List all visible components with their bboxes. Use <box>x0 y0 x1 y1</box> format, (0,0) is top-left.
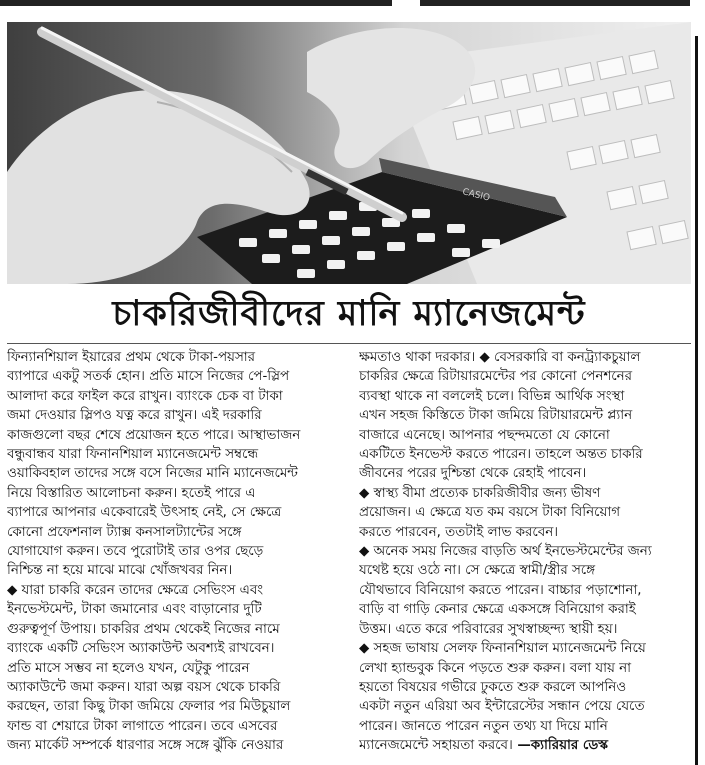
calculator-brand: CASIO <box>461 187 491 204</box>
article-paragraph: ◆ যারা চাকরি করেন তাদের ক্ষেত্রে সেভিংস এবং ইনভেস্টমেন্ট, টাকা জমানোর এবং বাড়ানোর দুটি গুরুত্বপূর্ণ উপায়। চাকরির প্রথম থেকেই নিজের নামে ব্যাংকে একটি সেভিংস অ্যাকাউন্ট অবশ্যই রাখবেন। প্রতি মাসে সম্ভব না হলেও যখন, যেটুকু পারেন অ্যাকাউন্টে জমা করুন। যারা অল্প বয়স থেকে চাকরি করছেন, তারা কিছু টাকা জমিয়ে ফেলার পর মিউচুয়াল ফান্ড বা শেয়ারে টাকা লাগাতে পারেন। তবে এসবের জন্য মার্কেট সম্পর্কে ধারণার সঙ্গে সঙ্গে ঝুঁকি নেওয়ার <box>7 582 291 754</box>
article-column-left <box>7 348 340 762</box>
top-rule-left <box>0 0 392 6</box>
article-byline: —ক্যারিয়ার ডেস্ক <box>512 738 608 754</box>
article-headline: চাকরিজীবীদের মানি ম্যানেজমেন্ট <box>112 294 586 334</box>
article-column-right <box>359 348 692 762</box>
article-paragraph: ◆ স্বাস্থ্য বীমা প্রত্যেক চাকরিজীবীর জন্য ভীষণ প্রয়োজন। এ ক্ষেত্রে যত কম বয়সে টাকা বিনিয়োগ করতে পারবেন, ততটাই লাভ করবেন। <box>359 485 620 540</box>
article-paragraph: ফিন্যানশিয়াল ইয়ারের প্রথম থেকে টাকা-পয়সার ব্যাপারে একটু সতর্ক হোন। প্রতি মাসে নিজের পে-স্লিপ আলাদা করে ফাইল করে রাখুন। ব্যাংকে চেক বা টাকা জমা দেওয়ার স্লিপও যত্ন করে রাখুন। এই দরকারি কাজগুলো বছর শেষে প্রয়োজন হতে পারে। আস্থাভাজন বন্ধুবান্ধব যারা ফিনানশিয়াল ম্যানেজমেন্ট সম্বন্ধে ওয়াকিবহাল তাদের সঙ্গে বসে নিজের মানি ম্যানেজমেন্ট নিয়ে বিস্তারিত আলোচনা করুন। হতেই পারে এ ব্যাপারে আপনার একেবারেই উৎসাহ নেই, সে ক্ষেত্রে কোনো প্রফেশনাল ট্যাক্স কনসালট্যান্টের সঙ্গে যোগাযোগ করুন। তবে পুরোটাই তার ওপর ছেড়ে নিশ্চিন্ত না হয়ে মাঝে মাঝে খোঁজখবর নিন। <box>7 350 301 579</box>
article-paragraph: ◆ অনেক সময় নিজের বাড়তি অর্থ ইনভেস্টমেন্টের জন্য যথেষ্ট হয়ে ওঠে না। সে ক্ষেত্রে স্বামী/স্ত্রীর সঙ্গে যৌথভাবে বিনিয়োগ করতে পারেন। বাচ্চার পড়াশোনা, বাড়ি বা গাড়ি কেনার ক্ষেত্রে একসঙ্গে বিনিয়োগ করাই উত্তম। এতে করে পরিবারের সুখস্বাচ্ছন্দ্য স্থায়ী হয়। <box>359 544 652 637</box>
calculator-pen-photo-icon <box>7 22 691 284</box>
article-paragraph <box>359 639 692 755</box>
top-rule-right <box>420 0 690 6</box>
photo-illustration <box>7 22 691 284</box>
column-side-rule <box>695 36 698 765</box>
article-paragraph: ক্ষমতাও থাকা দরকার। ◆ বেসরকারি বা কনট্র্যাকচুয়াল চাকরির ক্ষেত্রে রিটায়ারমেন্টের পর কোনো পেনশনের ব্যবস্থা থাকে না বললেই চলে। বিভিন্ন আর্থিক সংস্থা এখন সহজ কিস্তিতে টাকা জমিয়ে রিটায়ারমেন্ট প্ল্যান বাজারে এনেছে। আপনার পছন্দমতো যে কোনো একটিতে ইনভেস্ট করতে পারেন। তাহলে অন্তত চাকরি জীবনের পরের দুশ্চিন্তা থেকে রেহাই পাবেন। <box>359 350 643 482</box>
article-paragraph-text: ◆ সহজ ভাষায় সেলফ ফিনানশিয়াল ম্যানেজমেন্ট নিয়ে লেখা হ্যান্ডবুক কিনে পড়তে শুরু করুন। বলা যায় না হয়তো বিষয়ের গভীরে ঢুকতে শুরু করলে আপনিও একটা নতুন এরিয়া অব ইন্টারেস্টের সন্ধান পেয়ে যেতে পারেন। জানতে পারেন নতুন তথ্য যা দিয়ে মানি ম্যানেজমেন্টে সহায়তা করবে। <box>359 641 646 754</box>
headline-rule <box>7 343 691 344</box>
